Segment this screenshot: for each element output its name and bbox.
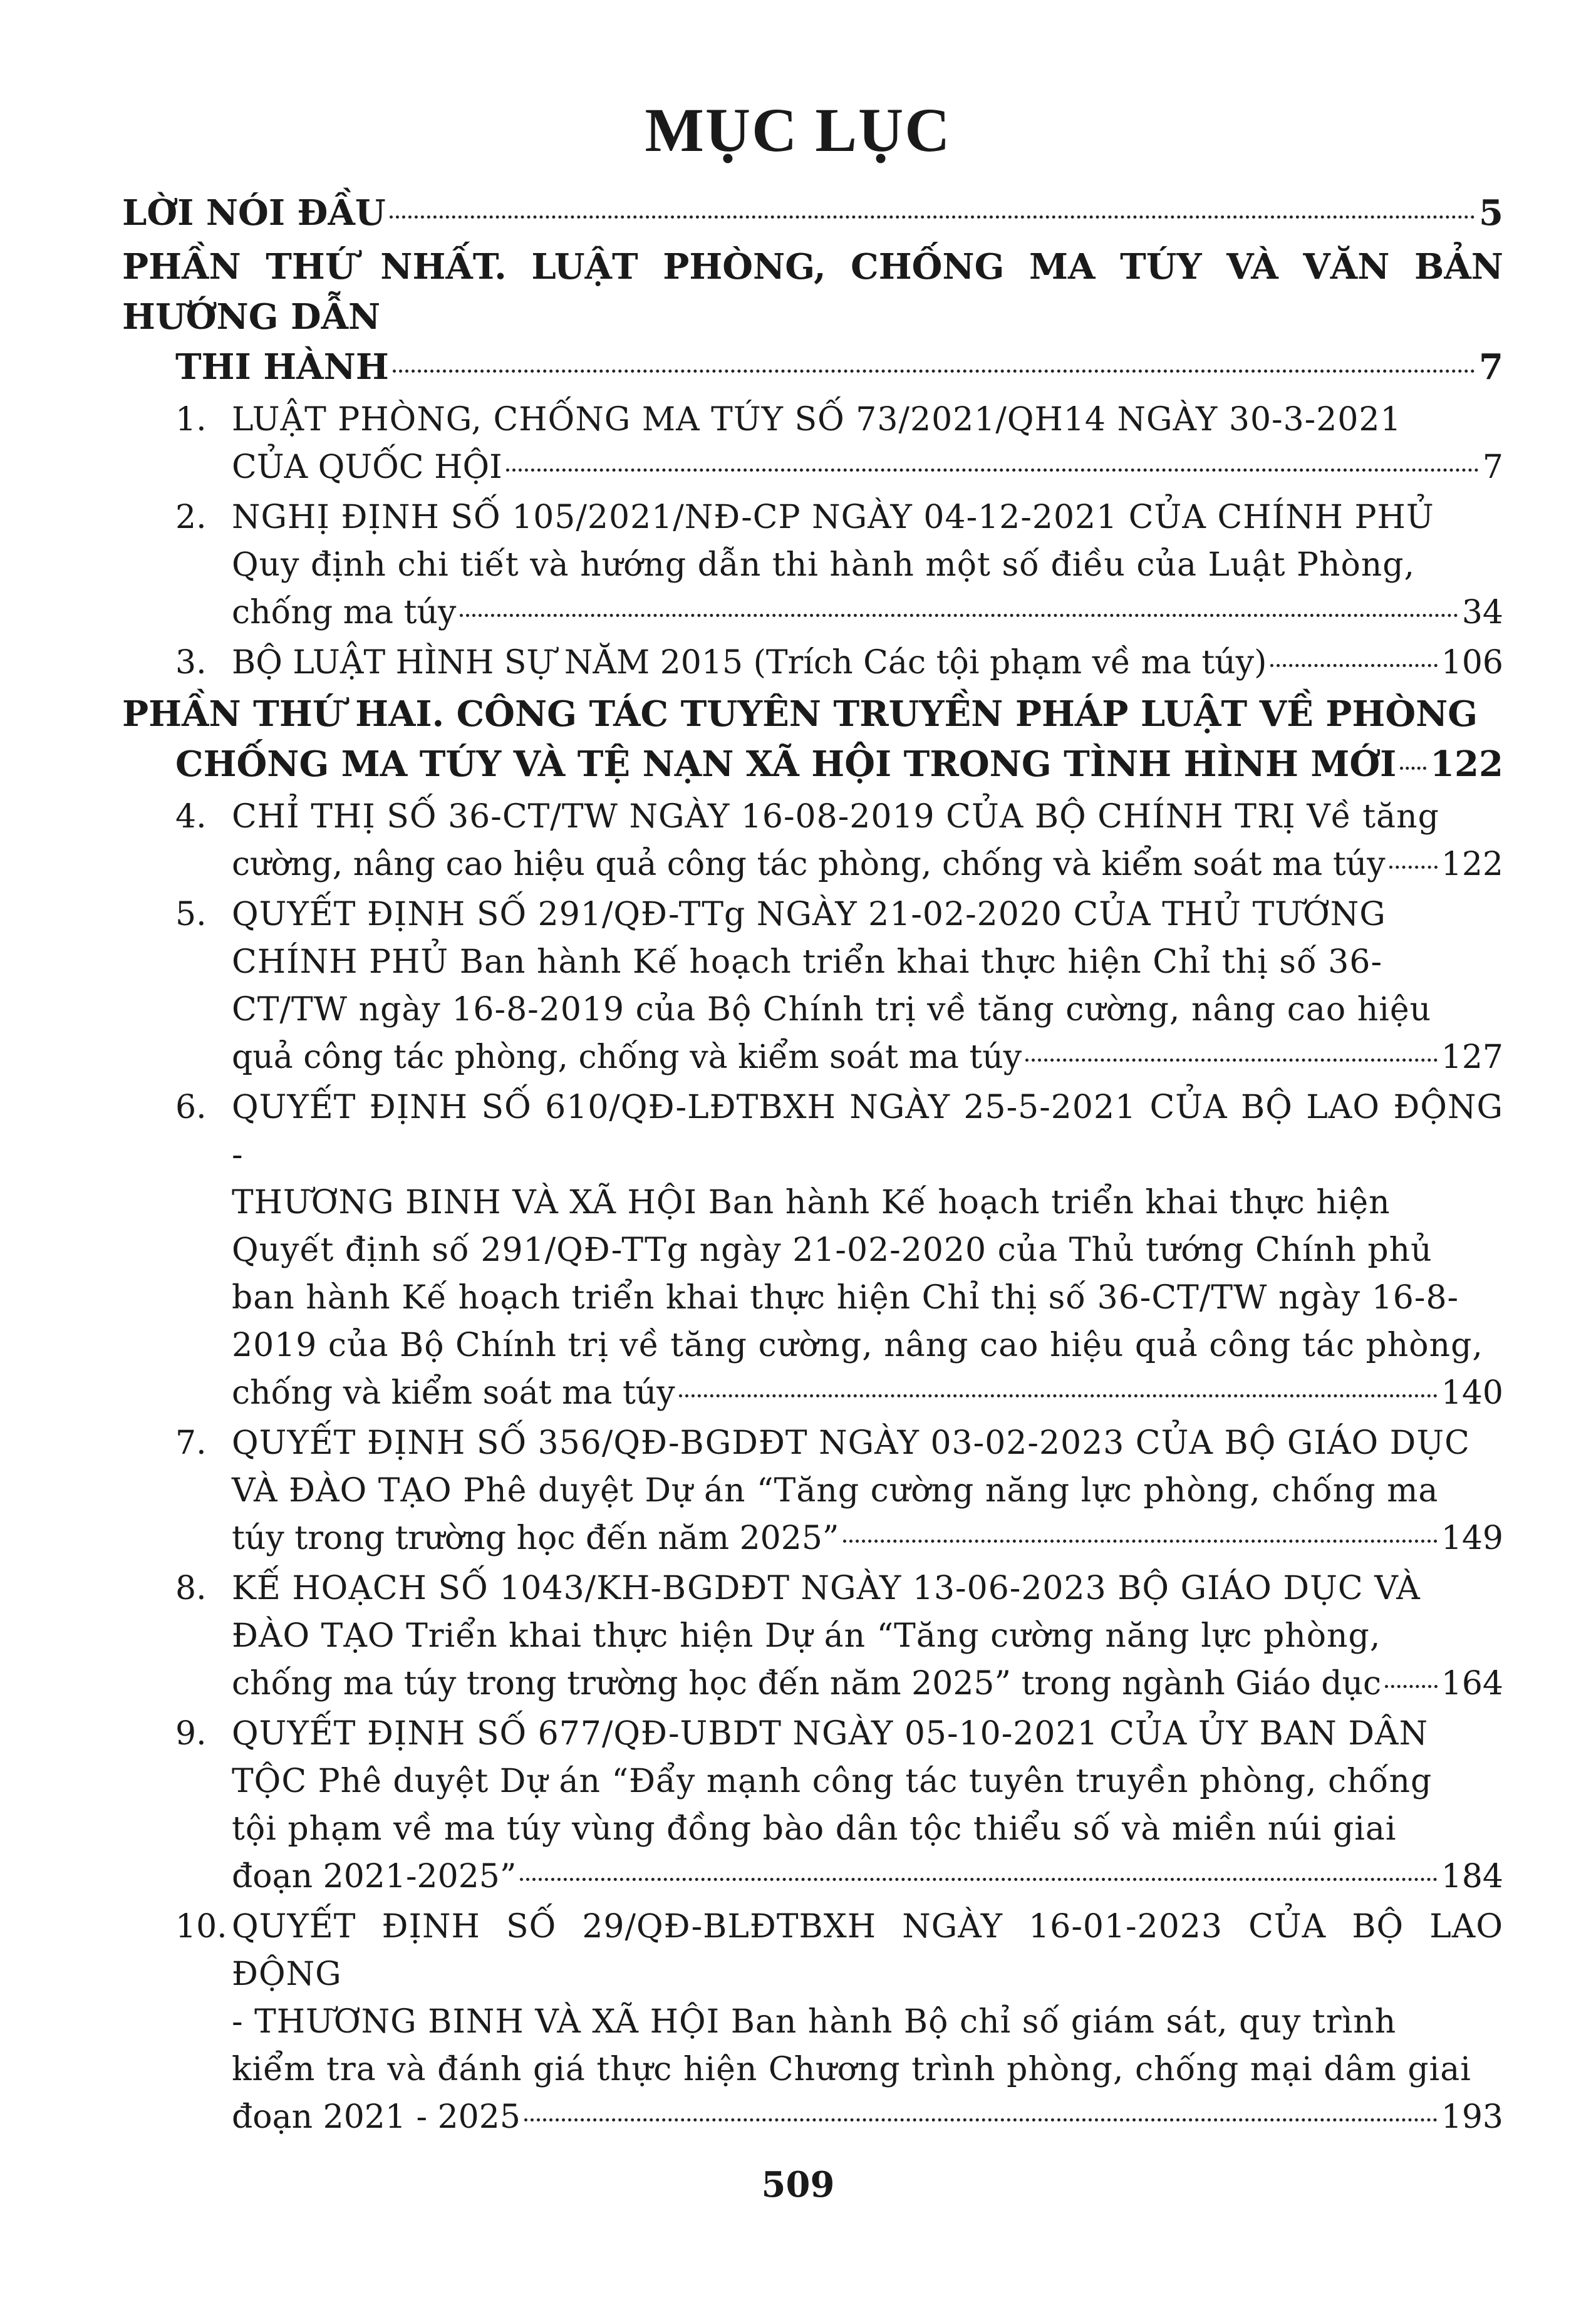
toc-entry-line: ban hành Kế hoạch triển khai thực hiện Chỉ thị số 36-CT/TW ngày 16-8- <box>232 1279 1459 1317</box>
toc-entry[interactable] <box>122 793 1503 888</box>
toc-entry[interactable] <box>122 494 1503 636</box>
toc-entry-number: 6. <box>175 1089 207 1126</box>
toc-entry-line: chống ma túy <box>232 594 457 631</box>
toc-page-number: 193 <box>1441 2098 1503 2136</box>
toc-entry-number: 2. <box>175 499 207 536</box>
toc-entry-line: BỘ LUẬT HÌNH SỰ NĂM 2015 (Trích Các tội phạm về ma túy) <box>232 644 1267 681</box>
toc-entry-line: QUYẾT ĐỊNH SỐ 356/QĐ-BGDĐT NGÀY 03-02-2023 CỦA BỘ GIÁO DỤC <box>232 1424 1470 1462</box>
toc-entry-line: - THƯƠNG BINH VÀ XÃ HỘI Ban hành Bộ chỉ số giám sát, quy trình <box>232 2003 1397 2041</box>
toc-page-number: 34 <box>1461 594 1503 631</box>
toc-entry-line: TỘC Phê duyệt Dự án “Đẩy mạnh công tác tuyên truyền phòng, chống <box>232 1763 1433 1800</box>
toc-page-number: 7 <box>1479 346 1503 388</box>
toc-entry-line: QUYẾT ĐỊNH SỐ 291/QĐ-TTg NGÀY 21-02-2020 CỦA THỦ TƯỚNG <box>232 896 1386 933</box>
toc-entry-body <box>232 1565 1503 1707</box>
toc-entry-line: quả công tác phòng, chống và kiểm soát ma túy <box>232 1039 1022 1076</box>
toc-heading-line: CHỐNG MA TÚY VÀ TỆ NẠN XÃ HỘI TRONG TÌNH HÌNH MỚI <box>175 743 1397 785</box>
toc-entry-body <box>232 396 1503 491</box>
toc-entry-body <box>232 1084 1503 1417</box>
toc-page-number: 164 <box>1441 1665 1503 1702</box>
toc-entry-line: tội phạm về ma túy vùng đồng bào dân tộc thiểu số và miền núi giai <box>232 1810 1397 1848</box>
toc-page-number: 122 <box>1430 743 1503 785</box>
toc-entry-line: CHÍNH PHỦ Ban hành Kế hoạch triển khai thực hiện Chỉ thị số 36- <box>232 943 1383 981</box>
toc-entry[interactable] <box>122 1903 1503 2141</box>
toc-entry[interactable] <box>122 1084 1503 1417</box>
page-title: MỤC LỤC <box>645 95 951 165</box>
page-number: 509 <box>761 2164 835 2205</box>
toc-entry-number: 9. <box>175 1715 207 1753</box>
toc-entry-body <box>232 1903 1503 2141</box>
toc-heading-line: THI HÀNH <box>175 346 389 388</box>
toc-page-number: 149 <box>1441 1520 1503 1557</box>
dot-leader <box>679 1394 1438 1397</box>
toc-entry-number: 1. <box>175 401 207 438</box>
toc-entry-line: KẾ HOẠCH SỐ 1043/KH-BGDĐT NGÀY 13-06-2023 BỘ GIÁO DỤC VÀ <box>232 1570 1421 1607</box>
toc-entry[interactable] <box>122 1565 1503 1707</box>
toc-entry-line: VÀ ĐÀO TẠO Phê duyệt Dự án “Tăng cường năng lực phòng, chống ma <box>232 1472 1439 1510</box>
dot-leader <box>524 2118 1438 2121</box>
toc-page-number: 184 <box>1441 1858 1503 1895</box>
dot-leader <box>460 613 1458 617</box>
toc-heading-preface[interactable] <box>122 188 1503 238</box>
toc-page-number: 127 <box>1441 1039 1503 1076</box>
dot-leader <box>390 215 1475 219</box>
toc-entry-body <box>232 1710 1503 1900</box>
dot-leader <box>1025 1058 1438 1062</box>
toc-entry-line: đoạn 2021 - 2025 <box>232 2098 521 2136</box>
toc-entry[interactable] <box>122 396 1503 491</box>
toc-entry-line: chống và kiểm soát ma túy <box>232 1374 675 1412</box>
toc-entry-line: QUYẾT ĐỊNH SỐ 610/QĐ-LĐTBXH NGÀY 25-5-2021 CỦA BỘ LAO ĐỘNG - <box>232 1089 1503 1174</box>
toc-heading-line: PHẦN THỨ HAI. CÔNG TÁC TUYÊN TRUYỀN PHÁP LUẬT VỀ PHÒNG <box>122 693 1478 735</box>
toc-entry[interactable] <box>122 1419 1503 1562</box>
toc-entry-number: 10. <box>175 1908 227 1945</box>
toc-entry-line: 2019 của Bộ Chính trị về tăng cường, nâng cao hiệu quả công tác phòng, <box>232 1327 1483 1364</box>
toc-page-number: 5 <box>1479 192 1503 234</box>
dot-leader <box>393 369 1475 373</box>
toc-entry-line: Quyết định số 291/QĐ-TTg ngày 21-02-2020 của Thủ tướng Chính phủ <box>232 1231 1433 1269</box>
toc-entry-body <box>232 1419 1503 1562</box>
toc-page-number: 106 <box>1441 644 1503 681</box>
toc-entry[interactable] <box>122 639 1503 686</box>
toc-entry-line: ĐÀO TẠO Triển khai thực hiện Dự án “Tăng cường năng lực phòng, <box>232 1617 1381 1655</box>
dot-leader <box>1270 663 1437 667</box>
dot-leader <box>1389 865 1438 869</box>
toc-entry-line: CỦA QUỐC HỘI <box>232 448 502 486</box>
toc-heading-line: PHẦN THỨ NHẤT. LUẬT PHÒNG, CHỐNG MA TÚY VÀ VĂN BẢN HƯỚNG DẪN <box>122 246 1503 338</box>
toc-entry-number: 5. <box>175 896 207 933</box>
toc-part-2-items <box>122 793 1503 2141</box>
toc-entry-line: túy trong trường học đến năm 2025” <box>232 1520 839 1557</box>
toc-entry-line: Quy định chi tiết và hướng dẫn thi hành một số điều của Luật Phòng, <box>232 546 1416 584</box>
toc-entry[interactable] <box>122 1710 1503 1900</box>
toc-entry-number: 7. <box>175 1424 207 1462</box>
toc-entry-line: đoạn 2021-2025” <box>232 1858 517 1895</box>
toc-entry-line: CT/TW ngày 16-8-2019 của Bộ Chính trị về tăng cường, nâng cao hiệu <box>232 991 1432 1028</box>
toc-heading-text: LỜI NÓI ĐẦU <box>122 192 386 234</box>
dot-leader <box>520 1877 1437 1881</box>
toc-entry-number: 3. <box>175 644 207 681</box>
toc-entry-line: chống ma túy trong trường học đến năm 2025” trong ngành Giáo dục <box>232 1665 1382 1702</box>
toc-entry[interactable] <box>122 891 1503 1081</box>
toc-entry-body <box>232 793 1503 888</box>
toc-entry-body <box>232 891 1503 1081</box>
toc-part-1-items <box>122 396 1503 686</box>
toc-page-number: 7 <box>1482 448 1503 486</box>
toc-heading-part-2[interactable] <box>122 689 1503 789</box>
dot-leader <box>1400 766 1426 770</box>
dot-leader <box>843 1539 1438 1543</box>
dot-leader <box>1385 1684 1438 1688</box>
toc-page-number: 122 <box>1441 846 1503 883</box>
toc-entry-number: 4. <box>175 798 207 836</box>
toc-page-number: 140 <box>1441 1374 1503 1412</box>
toc-entry-number: 8. <box>175 1570 207 1607</box>
toc-entry-line: NGHỊ ĐỊNH SỐ 105/2021/NĐ-CP NGÀY 04-12-2021 CỦA CHÍNH PHỦ <box>232 499 1434 536</box>
toc-heading-part-1[interactable] <box>122 242 1503 392</box>
toc-entry-body <box>232 494 1503 636</box>
table-of-contents <box>122 188 1503 2143</box>
toc-entry-line: CHỈ THỊ SỐ 36-CT/TW NGÀY 16-08-2019 CỦA BỘ CHÍNH TRỊ Về tăng <box>232 798 1439 836</box>
toc-entry-line: QUYẾT ĐỊNH SỐ 29/QĐ-BLĐTBXH NGÀY 16-01-2023 CỦA BỘ LAO ĐỘNG <box>232 1908 1503 1993</box>
toc-entry-line: cường, nâng cao hiệu quả công tác phòng, chống và kiểm soát ma túy <box>232 846 1386 883</box>
toc-entry-line: LUẬT PHÒNG, CHỐNG MA TÚY SỐ 73/2021/QH14 NGÀY 30-3-2021 <box>232 401 1402 438</box>
toc-entry-line: QUYẾT ĐỊNH SỐ 677/QĐ-UBDT NGÀY 05-10-2021 CỦA ỦY BAN DÂN <box>232 1715 1429 1753</box>
toc-entry-line: THƯƠNG BINH VÀ XÃ HỘI Ban hành Kế hoạch triển khai thực hiện <box>232 1184 1391 1221</box>
toc-entry-line: kiểm tra và đánh giá thực hiện Chương trình phòng, chống mại dâm giai <box>232 2051 1471 2088</box>
toc-entry-body <box>232 639 1503 686</box>
dot-leader <box>506 468 1479 472</box>
